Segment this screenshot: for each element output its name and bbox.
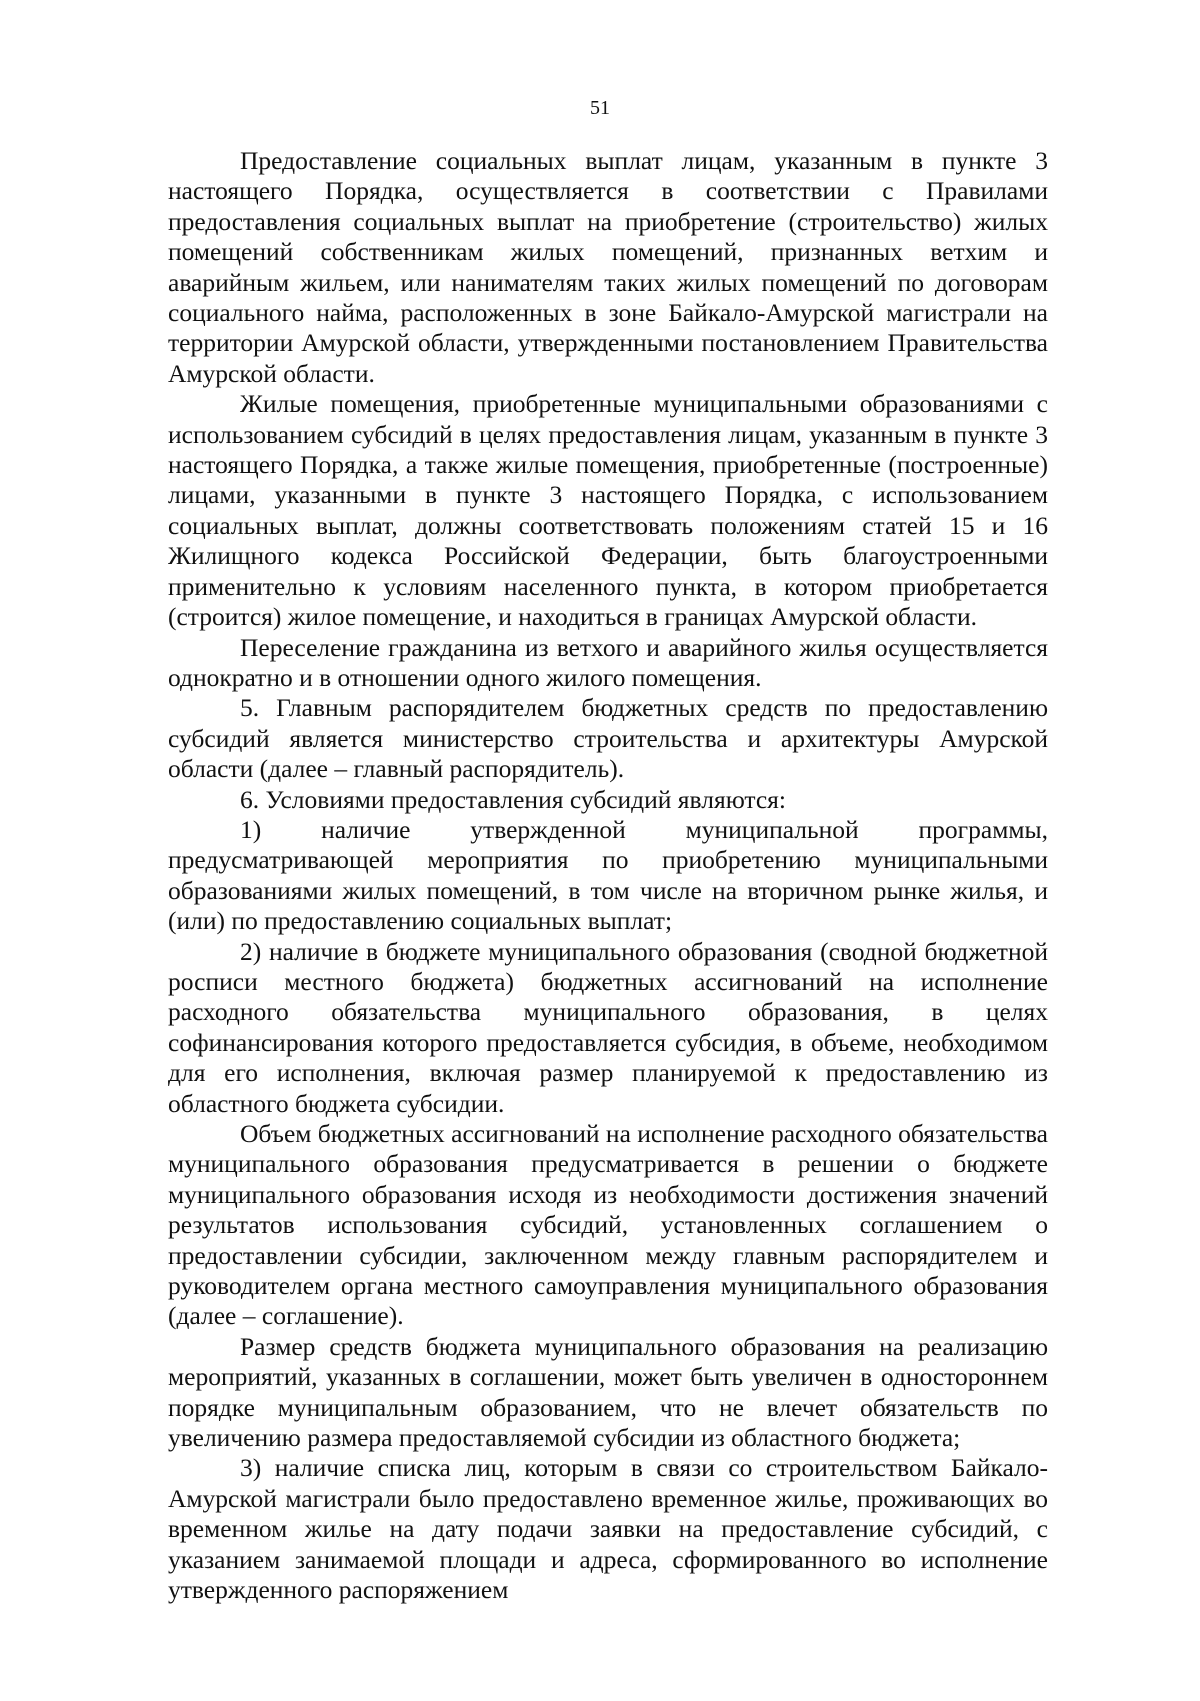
- paragraph-housing-requirements: Жилые помещения, приобретенные муниципальными образованиями с использованием субсидий в целях предоставления лицам, указанным в пункте 3 настоящего Порядка, а также жилые помещения, приобретенные (построенные) лицами, указанными в пункте 3 настоящего Порядка, с использованием социальных выплат, должны соответствовать положениям статей 15 и 16 Жилищного кодекса Российской Федерации, быть благоустроенными применительно к условиям населенного пункта, в котором приобретается (строится) жилое помещение, и находиться в границах Амурской области.: [168, 389, 1048, 632]
- paragraph-social-payments: Предоставление социальных выплат лицам, указанным в пункте 3 настоящего Порядка, осуществляется в соответствии с Правилами предоставления социальных выплат на приобретение (строительство) жилых помещений собственникам жилых помещений, признанных ветхим и аварийным жильем, или нанимателям таких жилых помещений по договорам социального найма, расположенных в зоне Байкало-Амурской магистрали на территории Амурской области, утвержденными постановлением Правительства Амурской области.: [168, 146, 1048, 388]
- page-number: 51: [590, 97, 610, 119]
- paragraph-condition-1: 1) наличие утвержденной муниципальной программы, предусматривающей мероприятия по приобретению муниципальными образованиями жилых помещений, в том числе на вторичном рынке жилья, и (или) по предоставлению социальных выплат;: [168, 814, 1048, 936]
- document-body: [168, 146, 1048, 1606]
- paragraph-budget-increase: Размер средств бюджета муниципального образования на реализацию мероприятий, указанных в соглашении, может быть увеличен в одностороннем порядке муниципальным образованием, что не влечет обязательств по увеличению размера предоставляемой субсидии из областного бюджета;: [168, 1331, 1048, 1453]
- paragraph-condition-3: 3) наличие списка лиц, которым в связи со строительством Байкало-Амурской магистрали было предоставлено временное жилье, проживающих во временном жилье на дату подачи заявки на предоставление субсидий, с указанием занимаемой площади и адреса, сформированного во исполнение утвержденного распоряжением: [168, 1453, 1048, 1605]
- paragraph-condition-2: 2) наличие в бюджете муниципального образования (сводной бюджетной росписи местного бюджета) бюджетных ассигнований на исполнение расходного обязательства муниципального образования, в целях софинансирования которого предоставляется субсидия, в объеме, необходимом для его исполнения, включая размер планируемой к предоставлению из областного бюджета субсидии.: [168, 936, 1048, 1118]
- paragraph-resettlement: Переселение гражданина из ветхого и аварийного жилья осуществляется однократно и в отношении одного жилого помещения.: [168, 632, 1048, 692]
- paragraph-item-6: 6. Условиями предоставления субсидий являются:: [240, 784, 786, 814]
- paragraph-budget-allocation: Объем бюджетных ассигнований на исполнение расходного обязательства муниципального образования предусматривается в решении о бюджете муниципального образования исходя из необходимости достижения значений результатов использования субсидий, установленных соглашением о предоставлении субсидии, заключенном между главным распорядителем и руководителем органа местного самоуправления муниципального образования (далее – соглашение).: [168, 1119, 1048, 1331]
- paragraph-item-5: 5. Главным распорядителем бюджетных средств по предоставлению субсидий является министерство строительства и архитектуры Амурской области (далее – главный распорядитель).: [168, 693, 1048, 784]
